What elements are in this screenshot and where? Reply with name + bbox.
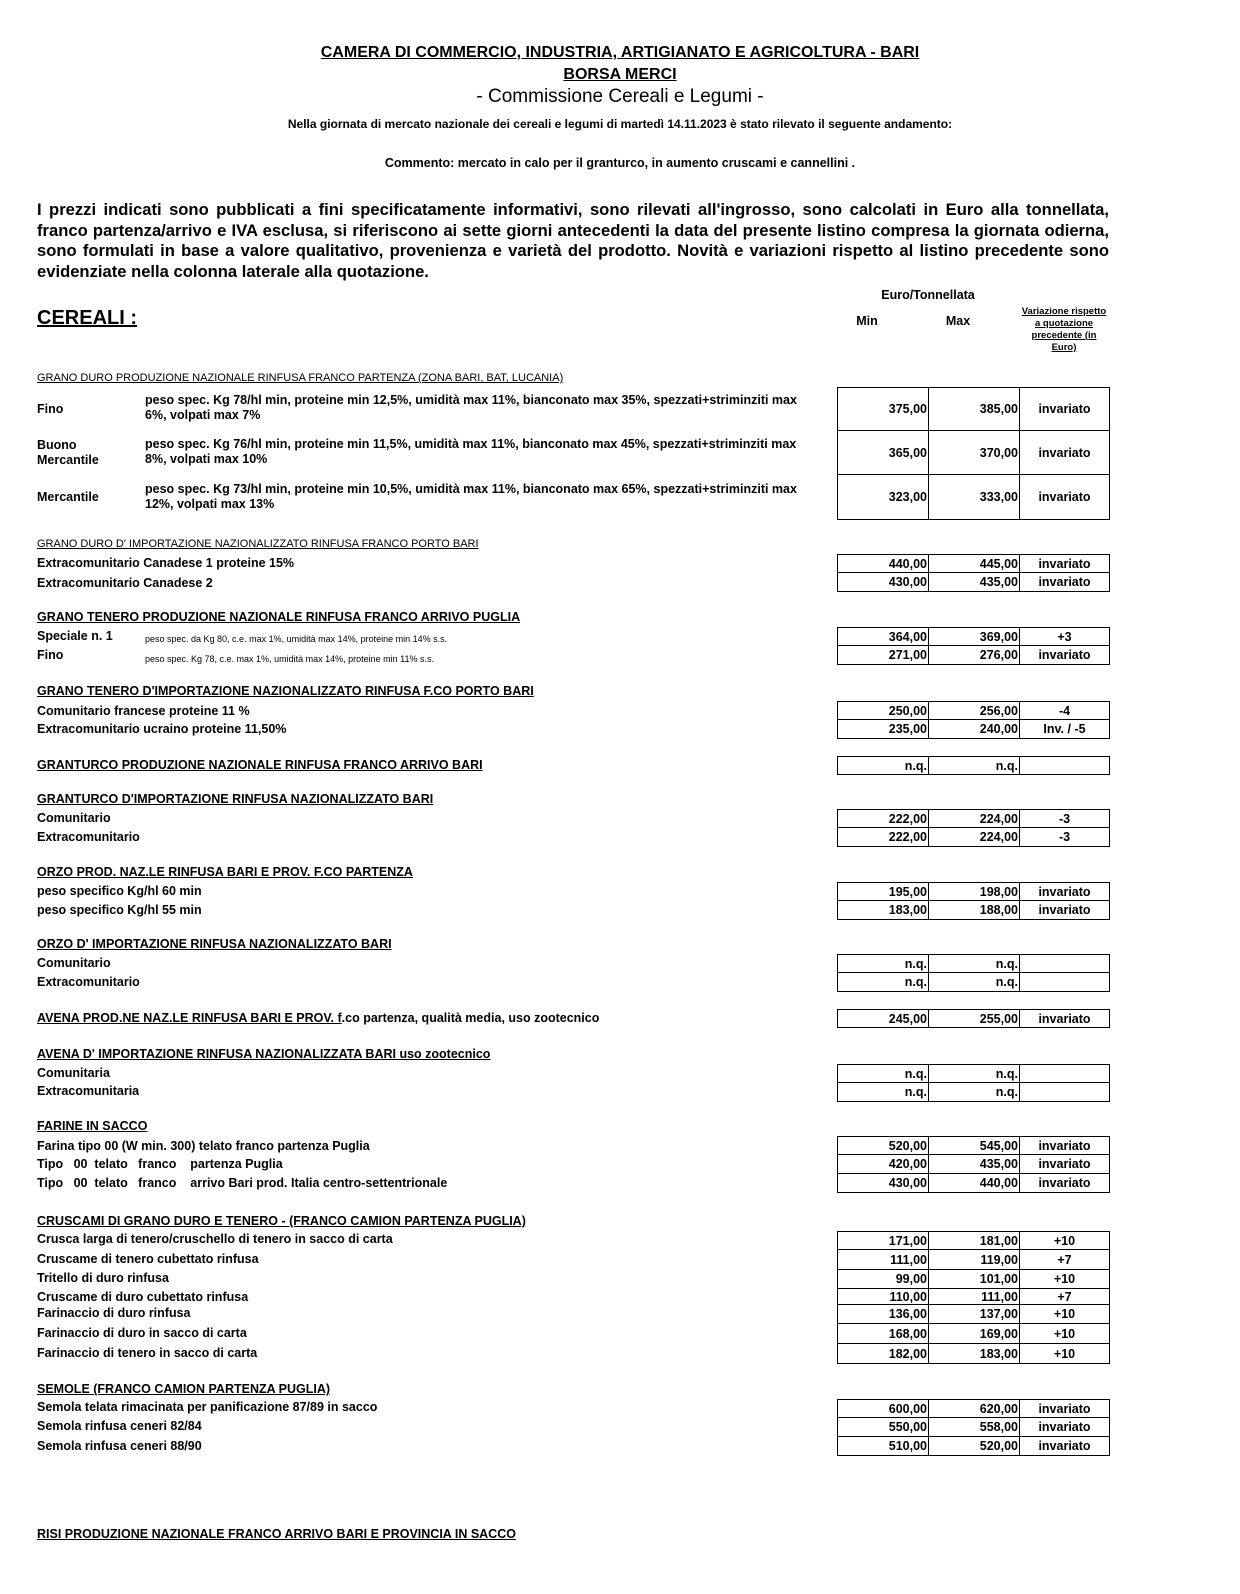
max-price: 385,00 <box>928 387 1019 431</box>
price-variation: invariato <box>1019 1174 1110 1193</box>
variation-header: Variazione rispetto a quotazione precedente (in Euro) <box>1021 306 1107 353</box>
row-label: Farinaccio di duro in sacco di carta <box>37 1326 247 1340</box>
section-title <box>37 1011 599 1025</box>
min-price: 171,00 <box>837 1231 928 1250</box>
max-price: 545,00 <box>928 1136 1019 1155</box>
max-price: 119,00 <box>928 1250 1019 1270</box>
section-title: RISI PRODUZIONE NAZIONALE FRANCO ARRIVO BARI E PROVINCIA IN SACCO <box>37 1527 516 1541</box>
price-variation: +10 <box>1019 1231 1110 1250</box>
row-label: Comunitario <box>37 811 111 825</box>
max-price: 276,00 <box>928 646 1019 665</box>
row-label: Crusca larga di tenero/cruschello di tenero in sacco di carta <box>37 1232 393 1246</box>
row-label: Farina tipo 00 (W min. 300) telato franco partenza Puglia <box>37 1139 370 1153</box>
row-label: Speciale n. 1 <box>37 629 113 643</box>
row-label: Buono Mercantile <box>37 438 99 467</box>
row-label: Extracomunitario <box>37 975 140 989</box>
max-price: 183,00 <box>928 1344 1019 1364</box>
max-price: 224,00 <box>928 809 1019 828</box>
price-variation: invariato <box>1019 431 1110 475</box>
date-line: Nella giornata di mercato nazionale dei cereali e legumi di martedì 14.11.2023 è stato rilevato il seguente andamento: <box>287 117 953 131</box>
min-price: 365,00 <box>837 431 928 475</box>
row-description: peso spec. Kg 76/hl min, proteine min 11,5%, umidità max 11%, bianconato max 45%, spezzati+striminziti max 8%, volpati max 10% <box>145 437 797 466</box>
min-price: 195,00 <box>837 882 928 901</box>
min-header: Min <box>856 314 878 328</box>
max-price: 255,00 <box>928 1009 1019 1028</box>
section-title: ORZO PROD. NAZ.LE RINFUSA BARI E PROV. F.CO PARTENZA <box>37 865 413 879</box>
price-variation: invariato <box>1019 901 1110 920</box>
max-price: 435,00 <box>928 1155 1019 1174</box>
max-price: 558,00 <box>928 1418 1019 1437</box>
row-label: Cruscame di duro cubettato rinfusa <box>37 1290 249 1304</box>
row-label: Mercantile <box>37 490 99 504</box>
min-price: 364,00 <box>837 627 928 646</box>
section-title: CRUSCAMI DI GRANO DURO E TENERO - (FRANCO CAMION PARTENZA PUGLIA) <box>37 1214 526 1228</box>
comment-text: mercato in calo per il granturco, in aumento cruscami e cannellini . <box>457 156 856 170</box>
max-price: n.q. <box>928 1083 1019 1102</box>
commission-title: - Commissione Cereali e Legumi - <box>476 86 764 107</box>
price-variation: +10 <box>1019 1305 1110 1324</box>
min-price: n.q. <box>837 1083 928 1102</box>
min-price: n.q. <box>837 756 928 775</box>
row-label: Semola telata rimacinata per panificazione 87/89 in sacco <box>37 1400 378 1414</box>
max-price: n.q. <box>928 756 1019 775</box>
row-label: Tritello di duro rinfusa <box>37 1271 169 1285</box>
min-price: 520,00 <box>837 1136 928 1155</box>
price-variation: +7 <box>1019 1250 1110 1270</box>
row-label: Farinaccio di tenero in sacco di carta <box>37 1346 258 1360</box>
max-price: 188,00 <box>928 901 1019 920</box>
row-label: Semola rinfusa ceneri 82/84 <box>37 1419 202 1433</box>
max-price: 370,00 <box>928 431 1019 475</box>
row-label: Cruscame di tenero cubettato rinfusa <box>37 1252 259 1266</box>
min-price: 375,00 <box>837 387 928 431</box>
max-price: 169,00 <box>928 1324 1019 1344</box>
price-variation: -4 <box>1019 701 1110 720</box>
min-price: 250,00 <box>837 701 928 720</box>
row-description: peso spec. da Kg 80, c.e. max 1%, umidità max 14%, proteine min 14% s.s. <box>145 634 448 644</box>
max-price: 333,00 <box>928 475 1019 520</box>
section-title: ORZO D' IMPORTAZIONE RINFUSA NAZIONALIZZATO BARI <box>37 937 392 951</box>
min-price: 245,00 <box>837 1009 928 1028</box>
max-price: n.q. <box>928 973 1019 992</box>
section-title-suffix: .co partenza, qualità media, uso zootecnico <box>341 1011 600 1025</box>
row-description: peso spec. Kg 78/hl min, proteine min 12,5%, umidità max 11%, bianconato max 35%, spezzati+striminziti max 6%, volpati max 7% <box>145 393 797 422</box>
max-price: 198,00 <box>928 882 1019 901</box>
max-price: 445,00 <box>928 554 1019 573</box>
section-title-main: AVENA PROD.NE NAZ.LE RINFUSA BARI E PROV. f <box>37 1011 342 1025</box>
cereali-title: CEREALI : <box>37 307 137 329</box>
max-price: 181,00 <box>928 1231 1019 1250</box>
price-variation: invariato <box>1019 1136 1110 1155</box>
price-variation: -3 <box>1019 809 1110 828</box>
row-label: Comunitario francese proteine 11 % <box>37 704 250 718</box>
row-label: peso specifico Kg/hl 55 min <box>37 903 202 917</box>
row-label: Tipo 00 telato franco arrivo Bari prod. Italia centro-settentrionale <box>37 1176 448 1190</box>
min-price: 430,00 <box>837 573 928 592</box>
row-label: peso specifico Kg/hl 60 min <box>37 884 202 898</box>
min-price: n.q. <box>837 954 928 973</box>
price-variation <box>1019 1083 1110 1102</box>
section-title: GRANO DURO PRODUZIONE NAZIONALE RINFUSA FRANCO PARTENZA (ZONA BARI, BAT, LUCANIA) <box>37 372 564 384</box>
section-title: GRANTURCO D'IMPORTAZIONE RINFUSA NAZIONALIZZATO BARI <box>37 792 434 806</box>
row-label: Comunitaria <box>37 1066 110 1080</box>
min-price: 430,00 <box>837 1174 928 1193</box>
max-price: 520,00 <box>928 1437 1019 1456</box>
max-price: 111,00 <box>928 1289 1019 1305</box>
unit-header: Euro/Tonnellata <box>881 288 975 302</box>
row-description: peso spec. Kg 78, c.e. max 1%, umidità max 14%, proteine min 11% s.s. <box>145 654 434 664</box>
price-variation: +3 <box>1019 627 1110 646</box>
section-title: GRANTURCO PRODUZIONE NAZIONALE RINFUSA FRANCO ARRIVO BARI <box>37 758 483 772</box>
min-price: 222,00 <box>837 828 928 847</box>
price-variation: invariato <box>1019 475 1110 520</box>
org-title: CAMERA DI COMMERCIO, INDUSTRIA, ARTIGIANATO E AGRICOLTURA - BARI <box>320 44 920 61</box>
max-price: 435,00 <box>928 573 1019 592</box>
price-variation: invariato <box>1019 1437 1110 1456</box>
max-price: 101,00 <box>928 1270 1019 1289</box>
min-price: 168,00 <box>837 1324 928 1344</box>
price-variation: +10 <box>1019 1270 1110 1289</box>
max-price: 440,00 <box>928 1174 1019 1193</box>
max-price: 369,00 <box>928 627 1019 646</box>
min-price: 235,00 <box>837 720 928 739</box>
min-price: 600,00 <box>837 1399 928 1418</box>
price-variation: +10 <box>1019 1344 1110 1364</box>
min-price: 111,00 <box>837 1250 928 1270</box>
max-price: 224,00 <box>928 828 1019 847</box>
row-label: Extracomunitaria <box>37 1084 140 1098</box>
price-variation: +7 <box>1019 1289 1110 1305</box>
row-label: Fino <box>37 402 64 416</box>
row-label: Extracomunitario Canadese 2 <box>37 576 213 590</box>
min-price: 420,00 <box>837 1155 928 1174</box>
price-variation: +10 <box>1019 1324 1110 1344</box>
price-variation: invariato <box>1019 573 1110 592</box>
price-variation: invariato <box>1019 1009 1110 1028</box>
price-variation: invariato <box>1019 1155 1110 1174</box>
min-price: 550,00 <box>837 1418 928 1437</box>
row-label: Extracomunitario Canadese 1 proteine 15% <box>37 556 295 570</box>
price-variation: invariato <box>1019 646 1110 665</box>
max-price: 256,00 <box>928 701 1019 720</box>
min-price: 182,00 <box>837 1344 928 1364</box>
min-price: 222,00 <box>837 809 928 828</box>
row-description: peso spec. Kg 73/hl min, proteine min 10,5%, umidità max 11%, bianconato max 65%, spezzati+striminziti max 12%, volpati max 13% <box>145 482 797 511</box>
section-title: GRANO TENERO D'IMPORTAZIONE NAZIONALIZZATO RINFUSA F.CO PORTO BARI <box>37 684 534 698</box>
borsa-title: BORSA MERCI <box>563 66 677 83</box>
row-label: Semola rinfusa ceneri 88/90 <box>37 1439 202 1453</box>
price-variation: invariato <box>1019 882 1110 901</box>
price-variation: Inv. / -5 <box>1019 720 1110 739</box>
price-variation <box>1019 973 1110 992</box>
min-price: n.q. <box>837 973 928 992</box>
row-label: Extracomunitario <box>37 830 140 844</box>
row-label: Farinaccio di duro rinfusa <box>37 1306 191 1320</box>
max-header: Max <box>945 314 971 328</box>
min-price: n.q. <box>837 1064 928 1083</box>
min-price: 99,00 <box>837 1270 928 1289</box>
comment-line <box>0 156 1240 170</box>
section-title: GRANO TENERO PRODUZIONE NAZIONALE RINFUSA FRANCO ARRIVO PUGLIA <box>37 610 521 624</box>
price-variation <box>1019 756 1110 775</box>
price-variation: invariato <box>1019 1418 1110 1437</box>
row-label: Extracomunitario ucraino proteine 11,50% <box>37 722 287 736</box>
min-price: 136,00 <box>837 1305 928 1324</box>
price-variation: invariato <box>1019 1399 1110 1418</box>
max-price: n.q. <box>928 1064 1019 1083</box>
section-title: FARINE IN SACCO <box>37 1119 148 1133</box>
price-variation: invariato <box>1019 554 1110 573</box>
price-variation <box>1019 954 1110 973</box>
row-label: Tipo 00 telato franco partenza Puglia <box>37 1157 283 1171</box>
max-price: 620,00 <box>928 1399 1019 1418</box>
max-price: n.q. <box>928 954 1019 973</box>
price-variation <box>1019 1064 1110 1083</box>
min-price: 110,00 <box>837 1289 928 1305</box>
min-price: 510,00 <box>837 1437 928 1456</box>
min-price: 323,00 <box>837 475 928 520</box>
section-title: GRANO DURO D' IMPORTAZIONE NAZIONALIZZATO RINFUSA FRANCO PORTO BARI <box>37 538 479 550</box>
price-variation: invariato <box>1019 387 1110 431</box>
intro-paragraph: I prezzi indicati sono pubblicati a fini specificatamente informativi, sono rilevati all'ingrosso, sono calcolati in Euro alla tonnellata, franco partenza/arrivo e IVA esclusa, si riferiscono ai sette giorni antecedenti la data del presente listino compresa la giornata odierna, sono formulati in base a valore qualitativo, provenienza e varietà del prodotto. Novità e variazioni rispetto al listino precedente sono evidenziate nella colonna laterale alla quotazione. <box>37 200 1109 281</box>
comment-label: Commento: <box>384 156 455 170</box>
section-title: AVENA D' IMPORTAZIONE RINFUSA NAZIONALIZZATA BARI uso zootecnico <box>37 1047 491 1061</box>
min-price: 183,00 <box>837 901 928 920</box>
section-title: SEMOLE (FRANCO CAMION PARTENZA PUGLIA) <box>37 1382 331 1396</box>
row-label: Comunitario <box>37 956 111 970</box>
price-variation: -3 <box>1019 828 1110 847</box>
max-price: 240,00 <box>928 720 1019 739</box>
min-price: 271,00 <box>837 646 928 665</box>
max-price: 137,00 <box>928 1305 1019 1324</box>
row-label: Fino <box>37 648 64 662</box>
min-price: 440,00 <box>837 554 928 573</box>
